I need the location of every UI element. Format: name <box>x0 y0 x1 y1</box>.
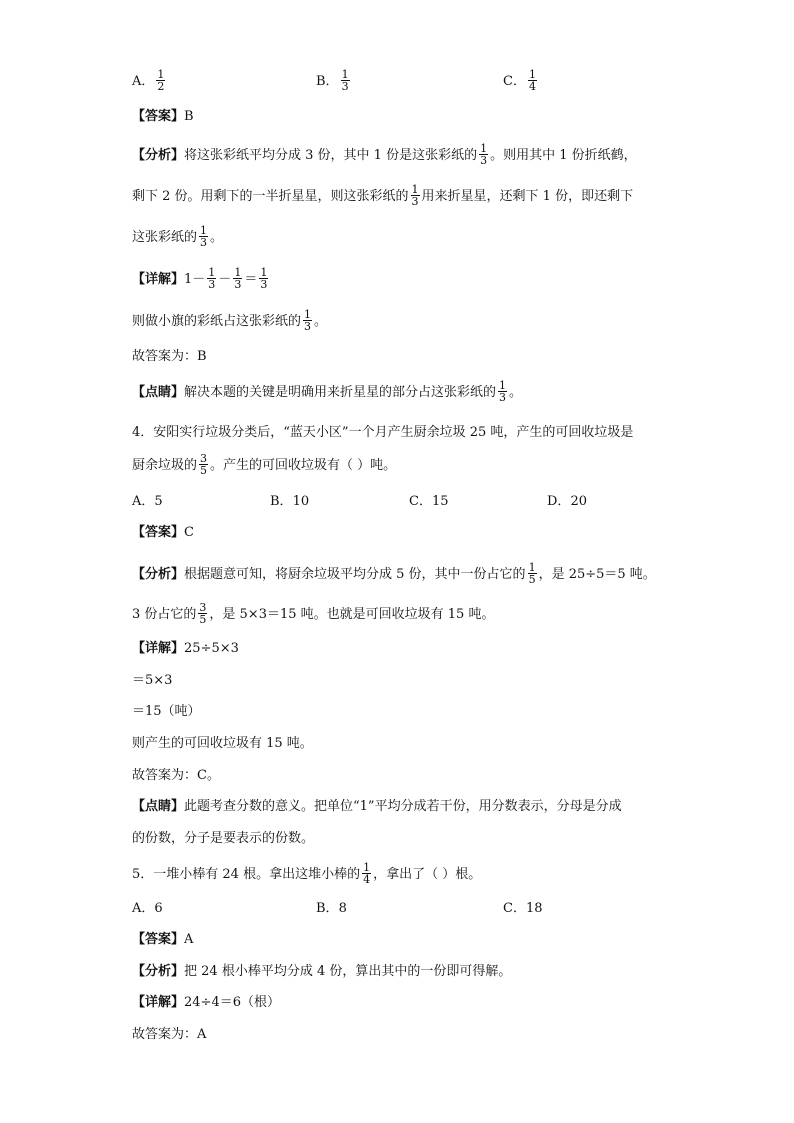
q5-option-a: A．6 <box>132 901 163 916</box>
q5-option-c: C．18 <box>503 901 543 916</box>
q4-stem-line-1: 4．安阳实行垃圾分类后，“蓝天小区”一个月产生厨余垃圾 25 吨，产生的可回收垃圾是 <box>132 425 634 440</box>
q4-option-a: A．5 <box>132 494 163 509</box>
q4-analysis-line-2: 3 份占它的 $\frac{3}{5}$ ，是 5×3＝15 吨。也就是可回收垃圾有 15 吨。 <box>132 601 495 626</box>
q3-analysis-line-2: 剩下 2 份。用剩下的一半折星星，则这张彩纸的 $\frac{1}{3}$ 用来折星星，还剩下 1 份，即还剩下 <box>132 183 634 208</box>
q4-option-d: D．20 <box>547 494 587 509</box>
q4-option-c: C．15 <box>409 494 449 509</box>
q4-detail-1: 【详解】25÷5×3 <box>132 641 239 656</box>
q3-option-b: B． $\frac{1}{3}$ <box>316 68 349 93</box>
q4-stem-line-2: 厨余垃圾的 $\frac{3}{5}$ 。产生的可回收垃圾有（ ）吨。 <box>132 452 397 477</box>
q3-result: 则做小旗的彩纸占这张彩纸的 $\frac{1}{3}$ 。 <box>132 308 328 333</box>
q4-final: 故答案为：C。 <box>132 768 220 783</box>
q3-detail: 【详解】1－ $\frac{1}{3}$ － $\frac{1}{3}$ ＝ $\frac{1}{3}$ <box>132 266 268 291</box>
q4-result: 则产生的可回收垃圾有 15 吨。 <box>132 736 313 751</box>
q4-point-line-1: 【点睛】此题考查分数的意义。把单位“1”平均分成若干份，用分数表示，分母是分成 <box>132 799 622 814</box>
q3-analysis-line-1: 【分析】将这张彩纸平均分成 3 份，其中 1 份是这张彩纸的 $\frac{1}{3}$ 。则用其中 1 份折纸鹤， <box>132 142 637 167</box>
q3-final: 故答案为：B <box>132 349 207 364</box>
q3-option-a: A． $\frac{1}{2}$ <box>132 68 165 93</box>
q5-option-b: B．8 <box>316 901 347 916</box>
q3-analysis-line-3: 这张彩纸的 $\frac{1}{3}$ 。 <box>132 224 224 249</box>
q3-answer: 【答案】B <box>132 109 194 124</box>
q5-stem: 5．一堆小棒有 24 根。拿出这堆小棒的 $\frac{1}{4}$ ，拿出了（ ）根。 <box>132 861 482 886</box>
q5-final: 故答案为：A <box>132 1027 207 1042</box>
q5-detail: 【详解】24÷4＝6（根） <box>132 995 280 1010</box>
q5-answer: 【答案】A <box>132 932 194 947</box>
q4-option-b: B．10 <box>270 494 310 509</box>
q3-option-c: C． $\frac{1}{4}$ <box>503 68 536 93</box>
q4-detail-3: ＝15（吨） <box>132 704 201 719</box>
q5-analysis: 【分析】把 24 根小棒平均分成 4 份，算出其中的一份即可得解。 <box>132 964 512 979</box>
q4-point-line-2: 的份数，分子是要表示的份数。 <box>132 831 315 846</box>
q4-analysis-line-1: 【分析】根据题意可知，将厨余垃圾平均分成 5 份，其中一份占它的 $\frac{1}{5}$ ，是 25÷5＝5 吨。 <box>132 561 656 586</box>
q4-answer: 【答案】C <box>132 525 194 540</box>
q3-point: 【点睛】解决本题的关键是明确用来折星星的部分占这张彩纸的 $\frac{1}{3}$ 。 <box>132 379 523 404</box>
q4-detail-2: ＝5×3 <box>132 673 173 688</box>
